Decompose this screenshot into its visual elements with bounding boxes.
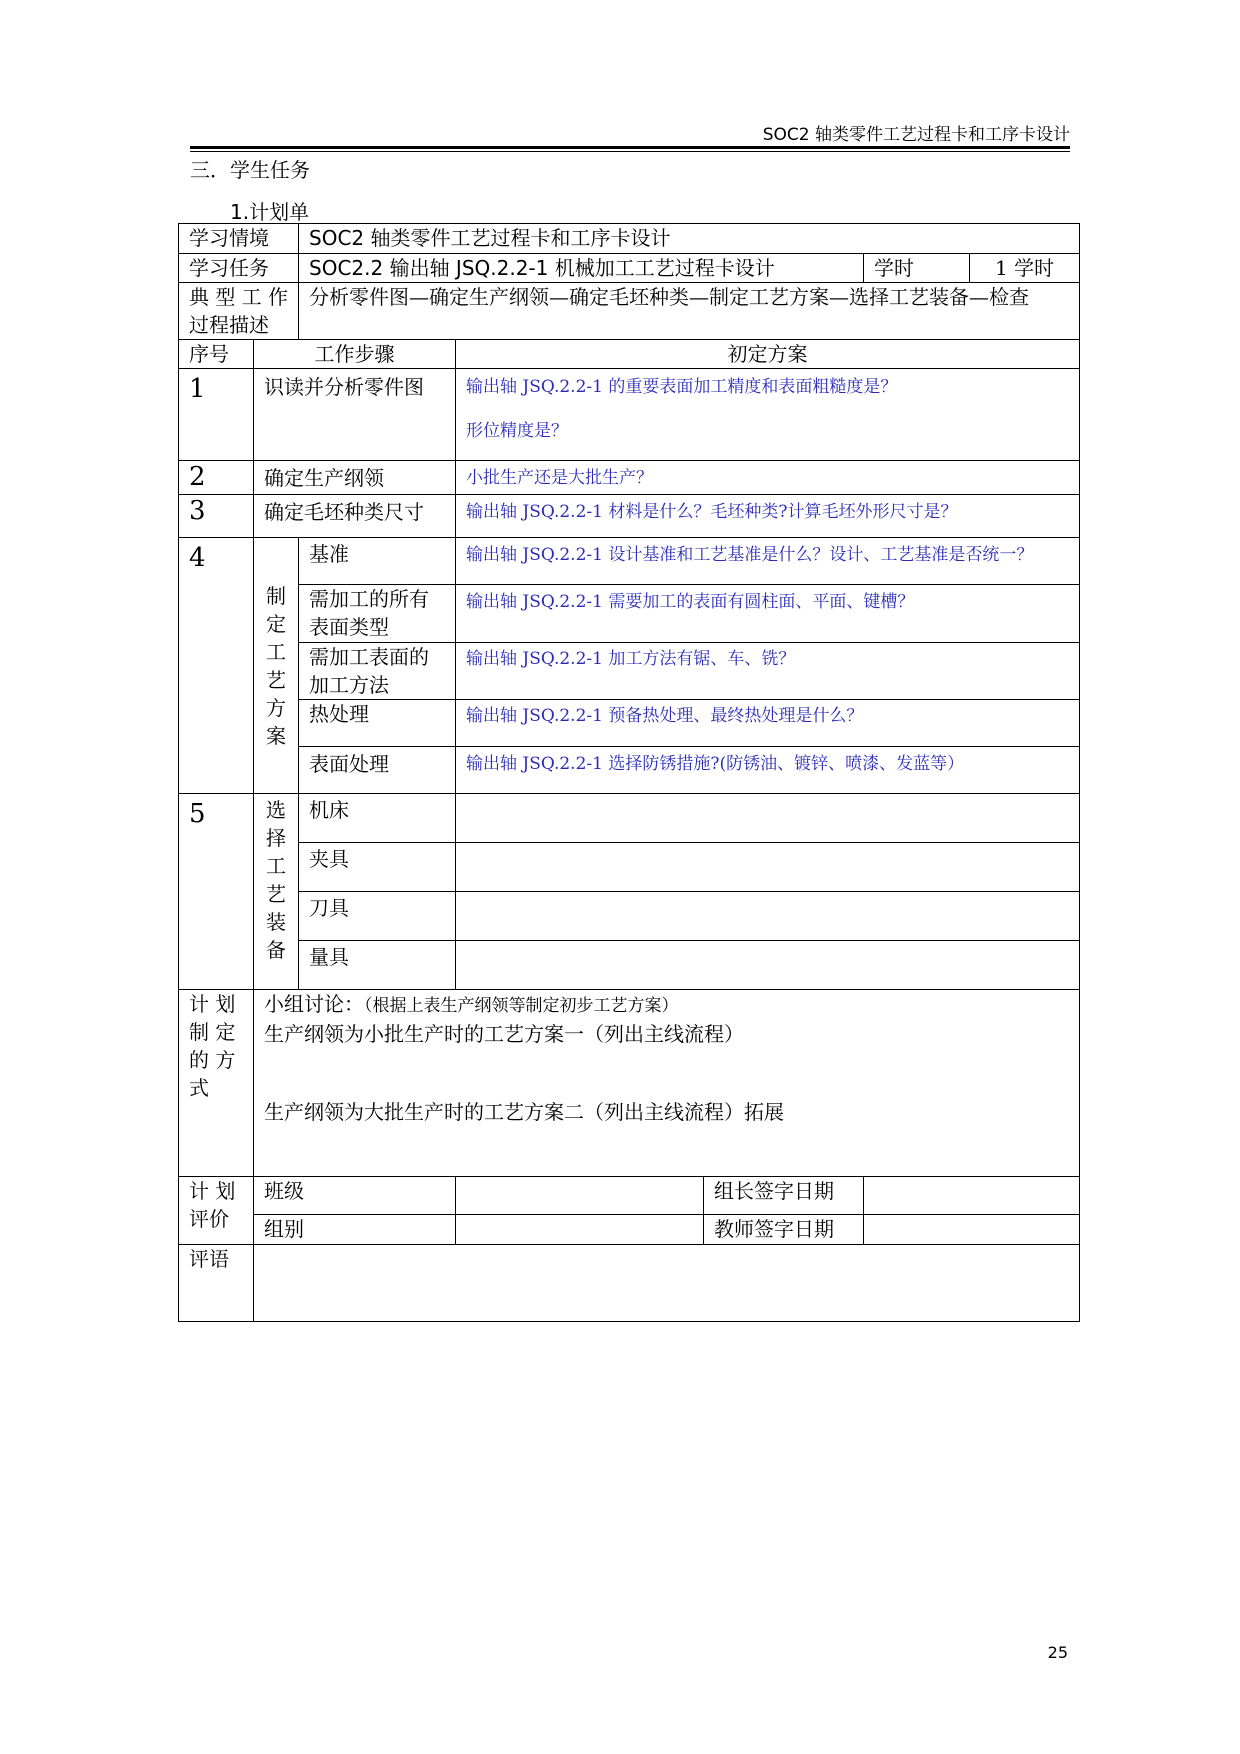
row4-group-char: 定 [266,611,286,636]
value-comment [254,1245,1080,1322]
table-row [179,538,1080,585]
label-teacher-sign: 教师签字日期 [704,1215,864,1245]
row5-group-char: 工 [266,854,286,878]
label-process-line2: 过程描述 [189,313,269,337]
table-row [179,369,1080,461]
row4-step-surface-types: 需加工的所有表面类型 [299,585,456,643]
label-plan-method [179,990,254,1177]
row4-plan-basis: 输出轴 JSQ.2.2-1 设计基准和工艺基准是什么？设计、工艺基准是否统一？ [456,538,1080,585]
table-row [179,700,1080,747]
label-evaluation-line: 评价 [189,1207,229,1231]
row1-plan [456,369,1080,461]
row-evaluation-2 [179,1215,1080,1245]
label-evaluation [179,1177,254,1245]
row2-no: 2 [179,461,254,495]
discussion-line [264,990,1069,1020]
label-comment: 评语 [179,1245,254,1322]
value-hours: 1 学时 [970,254,1080,283]
header-rule-thin [190,151,1070,152]
row4-plan-surface: 输出轴 JSQ.2.2-1 选择防锈措施?(防锈油、镀锌、喷漆、发蓝等） [456,747,1080,794]
row4-group-char: 工 [266,639,286,664]
label-leader-sign: 组长签字日期 [704,1177,864,1215]
row5-group-label [254,794,299,990]
row-column-headers [179,340,1080,369]
row-task [179,254,1080,283]
row5-group-char: 选 [266,798,286,822]
row4-group-char: 案 [266,723,286,748]
row-context [179,224,1080,254]
col-header-no: 序号 [179,340,254,369]
row5-item-fixture: 夹具 [299,843,456,892]
row4-group-char: 艺 [266,667,286,692]
value-teacher-sign [864,1215,1080,1245]
row4-group-char: 方 [266,695,286,720]
table-row [179,495,1080,538]
plan-two: 生产纲领为大批生产时的工艺方案二（列出主线流程）拓展 [264,1100,784,1124]
value-class [456,1177,704,1215]
row5-item-gauge: 量具 [299,941,456,990]
section-title: 三．学生任务 [190,158,310,182]
label-plan-method-line: 计 划 [189,992,236,1016]
label-class: 班级 [254,1177,456,1215]
plan-table [178,223,1080,1322]
table-row [179,585,1080,643]
label-process-line1: 典型工作 [189,285,288,309]
value-task: SOC2.2 输出轴 JSQ.2.2-1 机械加工工艺过程卡设计 [299,254,864,283]
row5-group-char: 择 [266,826,286,850]
row5-item-tool: 刀具 [299,892,456,941]
header-rule-thick [190,146,1070,149]
row5-group-char: 装 [266,910,286,934]
table-row [179,794,1080,843]
value-leader-sign [864,1177,1080,1215]
discussion-prefix: 小组讨论： [264,992,364,1016]
label-plan-method-line: 的 方 [189,1048,236,1072]
row3-no: 3 [179,495,254,538]
row4-plan-surface-types: 输出轴 JSQ.2.2-1 需要加工的表面有圆柱面、平面、键槽？ [456,585,1080,643]
subsection-title: 1.计划单 [230,200,310,224]
table-row [179,643,1080,700]
row4-step-heat: 热处理 [299,700,456,747]
plan-one: 生产纲领为小批生产时的工艺方案一（列出主线流程） [264,1022,744,1046]
label-group: 组别 [254,1215,456,1245]
label-hours: 学时 [864,254,970,283]
row2-plan: 小批生产还是大批生产？ [456,461,1080,495]
label-context: 学习情境 [179,224,299,254]
value-context: SOC2 轴类零件工艺过程卡和工序卡设计 [299,224,1080,254]
table-row [179,941,1080,990]
row5-value-fixture [456,843,1080,892]
row5-no: 5 [179,794,254,990]
row5-value-tool [456,892,1080,941]
row2-step: 确定生产纲领 [254,461,456,495]
row1-step: 识读并分析零件图 [254,369,456,461]
row-plan-method [179,990,1080,1177]
row1-plan-line2: 形位精度是？ [466,421,568,441]
row4-group-char: 制 [266,583,286,608]
label-task: 学习任务 [179,254,299,283]
discussion-note: （根据上表生产纲领等制定初步工艺方案） [364,996,679,1016]
col-header-step: 工作步骤 [254,340,456,369]
value-process: 分析零件图—确定生产纲领—确定毛坯种类—制定工艺方案—选择工艺装备—检查 [299,283,1080,340]
row5-item-machine: 机床 [299,794,456,843]
row5-value-gauge [456,941,1080,990]
row4-step-methods: 需加工表面的加工方法 [299,643,456,700]
row4-step-basis: 基准 [299,538,456,585]
row1-no: 1 [179,369,254,461]
row-evaluation [179,1177,1080,1215]
row5-value-machine [456,794,1080,843]
row3-plan: 输出轴 JSQ.2.2-1 材料是什么？毛坯种类?计算毛坯外形尺寸是？ [456,495,1080,538]
row4-group-label [254,538,299,794]
row1-plan-line1: 输出轴 JSQ.2.2-1 的重要表面加工精度和表面粗糙度是？ [466,377,898,397]
page-number: 25 [1047,1643,1068,1662]
label-plan-method-line: 制 定 [189,1020,236,1044]
row4-plan-heat: 输出轴 JSQ.2.2-1 预备热处理、最终热处理是什么？ [456,700,1080,747]
row5-group-char: 备 [266,938,286,962]
col-header-plan: 初定方案 [456,340,1080,369]
row-process [179,283,1080,340]
label-evaluation-line: 计 划 [189,1179,236,1203]
row3-step: 确定毛坯种类尺寸 [254,495,456,538]
label-process [179,283,299,340]
table-row [179,892,1080,941]
table-row [179,843,1080,892]
row4-step-surface: 表面处理 [299,747,456,794]
table-row [179,747,1080,794]
row-comment [179,1245,1080,1322]
row4-plan-methods: 输出轴 JSQ.2.2-1 加工方法有锯、车、铣？ [456,643,1080,700]
running-header: SOC2 轴类零件工艺过程卡和工序卡设计 [762,125,1070,145]
label-plan-method-line: 式 [189,1076,209,1100]
row5-group-char: 艺 [266,882,286,906]
plan-method-content [254,990,1080,1177]
table-row [179,461,1080,495]
row4-no: 4 [179,538,254,794]
value-group [456,1215,704,1245]
